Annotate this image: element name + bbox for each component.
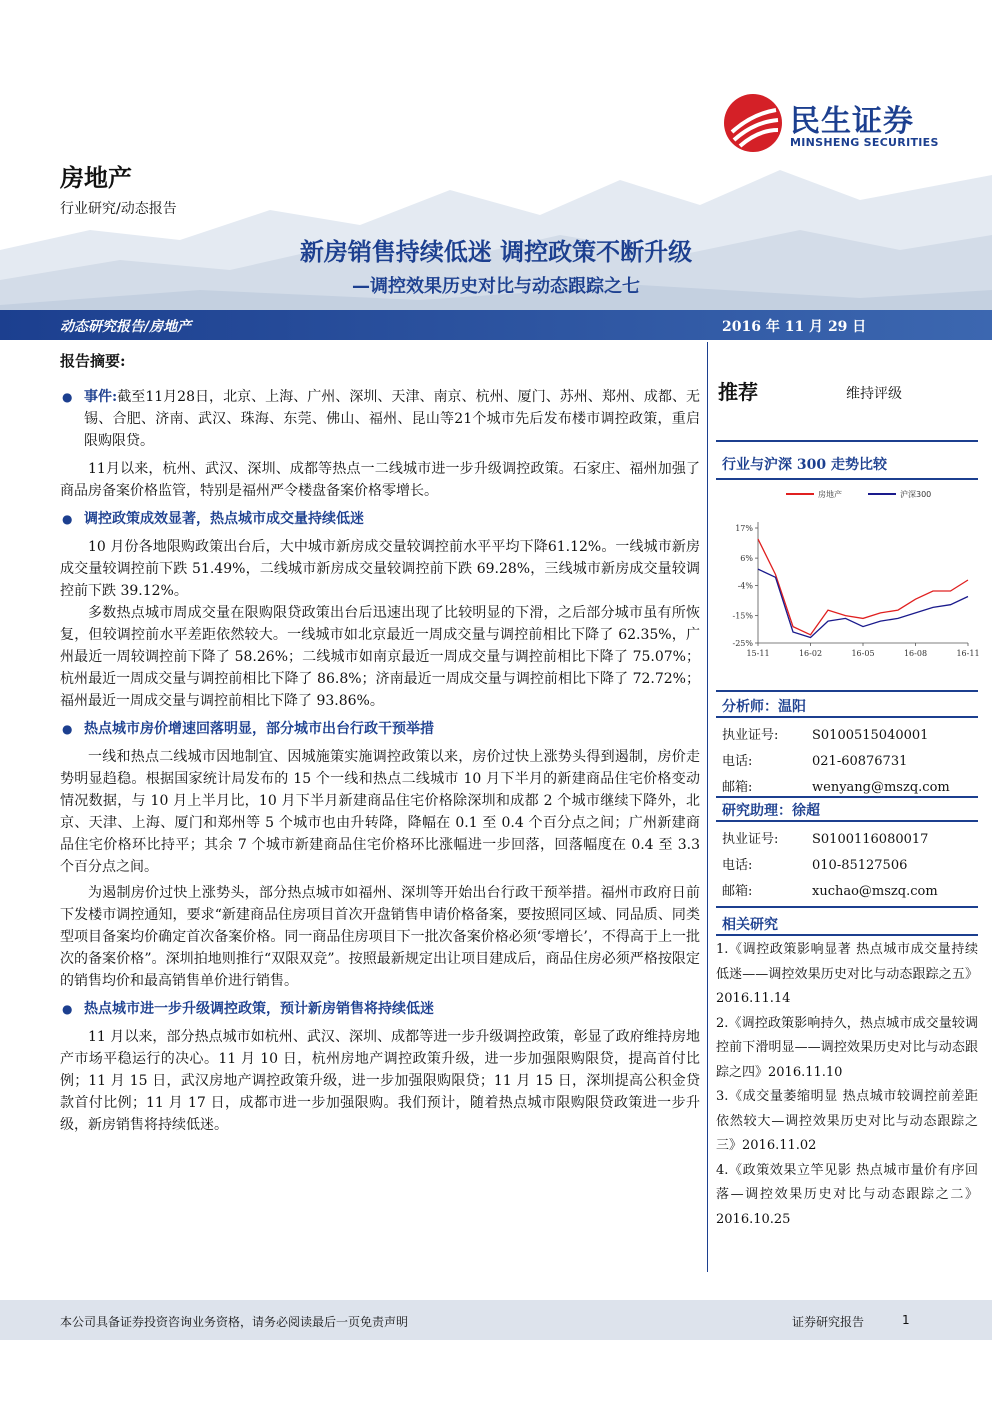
related-list [716, 938, 978, 1232]
bullet-dot-icon: ● [62, 1002, 73, 1016]
report-subtitle: —调控效果历史对比与动态跟踪之七 [352, 276, 640, 297]
header-bar-category: 动态研究报告/房地产 [60, 319, 192, 335]
section-rule [716, 796, 978, 798]
bullet-price-growth [60, 718, 700, 740]
paragraph: 为遏制房价过快上涨势头，部分热点城市如福州、深圳等开始出台行政干预举措。福州市政府日前下发楼市调控通知，要求“新建商品住房项目首次开盘销售申请价格备案，要按照同区域、同品质、同类型项目备案均价确定首次备案价格。同一商品住房项目下一批次备案价格必须‘零增长’，不得高于上一批次的备案价格”。深圳拍地则推行“双限双竞”。按照最新规定出让项目建成后，商品住房必须严格按限定的销售均价和最高销售单价进行销售。 [60, 885, 700, 989]
x-tick-label: 16-05 [851, 649, 875, 658]
assistant-email: 邮箱: xuchao@mszq.com [722, 884, 938, 899]
chart-title: 行业与沪深 300 走势比较 [722, 457, 887, 473]
header-bar [0, 310, 992, 340]
assistant-phone: 电话: 010-85127506 [722, 858, 908, 873]
logo-name: 民生证券 [790, 104, 914, 139]
section-rule [716, 716, 978, 718]
section-rule [716, 906, 978, 908]
page-footer [0, 1300, 992, 1340]
related-item: 3.《成交量萎缩明显 热点城市较调控前差距依然较大—调控效果历史对比与动态跟踪之三》2016.11.02 [716, 1089, 978, 1153]
assistant-heading: 研究助理：徐超 [722, 803, 820, 819]
legend-label: 沪深300 [900, 490, 932, 499]
legend-label: 房地产 [818, 490, 842, 499]
analyst-email: 邮箱: wenyang@mszq.com [722, 780, 950, 795]
footer-disclaimer: 本公司具备证券投资咨询业务资格，请务必阅读最后一页免责声明 [60, 1315, 409, 1329]
section-rule [716, 820, 978, 822]
related-heading: 相关研究 [722, 917, 778, 933]
logo-english-name: MINSHENG SECURITIES [790, 136, 939, 149]
section-rule [716, 440, 978, 442]
column-divider [707, 342, 708, 1272]
bullet-dot-icon: ● [62, 390, 73, 404]
bullet-label: 事件: [84, 389, 118, 405]
paragraph: 10 月份各地限购政策出台后，大中城市新房成交量较调控前水平平均下降61.12%。一线城市新房成交量较调控前下跌 51.49%，二线城市新房成交量较调控前下跌 69.28%，三线城市新房成交量较调控前下跌 39.12%。 [60, 539, 700, 599]
related-item: 2.《调控政策影响持久，热点城市成交量较调控前下滑明显——调控效果历史对比与动态跟踪之四》2016.11.10 [716, 1015, 978, 1080]
minsheng-logo [722, 92, 962, 162]
x-tick-label: 16-11 [956, 649, 980, 658]
x-tick-label: 15-11 [746, 649, 770, 658]
recommendation: 推荐 [718, 380, 758, 404]
page-number: 1 [902, 1313, 910, 1327]
y-tick-label: -15% [732, 611, 753, 621]
report-title: 新房销售持续低迷 调控政策不断升级 [299, 238, 693, 266]
summary-heading: 报告摘要: [60, 352, 126, 370]
y-tick-label: -25% [732, 639, 753, 648]
industry-label: 房地产 [60, 164, 132, 192]
section-rule [716, 934, 978, 936]
paragraph: 多数热点城市周成交量在限购限贷政策出台后迅速出现了比较明显的下滑，之后部分城市虽有所恢复，但较调控前水平差距依然较大。一线城市如北京最近一周成交量与调控前相比下降了 62.35%，广州最近一周较调控前下降了 58.26%；二线城市如南京最近一周成交量与调控前相比下降了 75.07%；杭州最近一周成交量与调控前相比下降了 86.8%；济南最近一周成交量与调控前相比下降了 72.72%；福州最近一周成交量与调控前相比下降了 93.86%。 [60, 605, 700, 709]
summary-body [60, 382, 700, 1136]
bullet-dot-icon: ● [62, 722, 73, 736]
paragraph: 11月以来，杭州、武汉、深圳、成都等热点一二线城市进一步升级调控政策。石家庄、福州加强了商品房备案价格监管，特别是福州严令楼盘备案价格零增长。 [60, 461, 700, 499]
bullet-event [60, 386, 700, 452]
section-rule [716, 690, 978, 692]
x-tick-label: 16-08 [903, 649, 928, 658]
analyst-heading: 分析师：温阳 [722, 699, 806, 715]
footer-label: 证券研究报告 [792, 1315, 865, 1329]
bullet-policy-upgrade [60, 998, 700, 1020]
analyst-phone: 电话: 021-60876731 [722, 754, 908, 769]
paragraph: 11 月以来，部分热点城市如杭州、武汉、深圳、成都等进一步升级调控政策，彰显了政府维持房地产市场平稳运行的决心。11 月 10 日，杭州房地产调控政策升级，进一步加强限购限贷，提高首付比例；11 月 15 日，武汉房地产调控政策升级，进一步加强限购限贷；11 月 15 日，深圳提高公积金贷款首付比例；11 月 17 日，成都市进一步加强限购。我们预计，随着热点城市限购限贷政策进一步升级，新房销售将持续低迷。 [60, 1029, 700, 1133]
bullet-dot-icon: ● [62, 512, 73, 526]
x-tick-label: 16-02 [798, 649, 823, 658]
bullet-policy-effect [60, 508, 700, 530]
analyst-license: 执业证号: S0100515040001 [722, 728, 929, 743]
logo-emblem-icon [722, 92, 784, 154]
series-line [758, 569, 968, 637]
trend-chart [718, 478, 980, 668]
bullet-label: 调控政策成效显著，热点城市成交量持续低迷 [84, 511, 364, 527]
report-type: 行业研究/动态报告 [60, 201, 177, 217]
y-tick-label: -4% [737, 581, 753, 591]
related-item: 1.《调控政策影响显著 热点城市成交量持续低迷——调控效果历史对比与动态跟踪之五》2016.11.14 [716, 942, 978, 1006]
bullet-text: 截至11月28日，北京、上海、广州、深圳、天津、南京、杭州、厦门、苏州、郑州、成都、无锡、合肥、济南、武汉、珠海、东莞、佛山、福州、昆山等21个城市先后发布楼市调控政策，重启限购限贷。 [84, 389, 700, 449]
report-date: 2016 年 11 月 29 日 [722, 319, 867, 335]
bullet-label: 热点城市进一步升级调控政策，预计新房销售将持续低迷 [84, 1001, 434, 1017]
y-tick-label: 6% [740, 554, 753, 564]
bullet-label: 热点城市房价增速回落明显，部分城市出台行政干预举措 [84, 721, 434, 737]
paragraph: 一线和热点二线城市因地制宜、因城施策实施调控政策以来，房价过快上涨势头得到遏制，房价走势明显趋稳。根据国家统计局发布的 15 个一线和热点二线城市 10 月下半月的新建商品住宅价格变动情况数据，与 10 月上半月比，10 月下半月新建商品住宅价格除深圳和成都 2 个城市继续下降外，北京、天津、上海、厦门和郑州等 5 个城市也由升转降，降幅在 0.1 至 0.4 个百分点之间；广州新建商品住宅价格环比持平；其余 7 个城市新建商品住宅价格环比涨幅进一步回落，回落幅度在 0.4 至 3.3 个百分点之间。 [60, 749, 700, 875]
rating: 维持评级 [846, 386, 902, 402]
related-item: 4.《政策效果立竿见影 热点城市量价有序回落—调控效果历史对比与动态跟踪之二》2016.10.25 [716, 1162, 978, 1227]
y-tick-label: 17% [735, 524, 753, 533]
assistant-license: 执业证号: S0100116080017 [722, 832, 929, 847]
